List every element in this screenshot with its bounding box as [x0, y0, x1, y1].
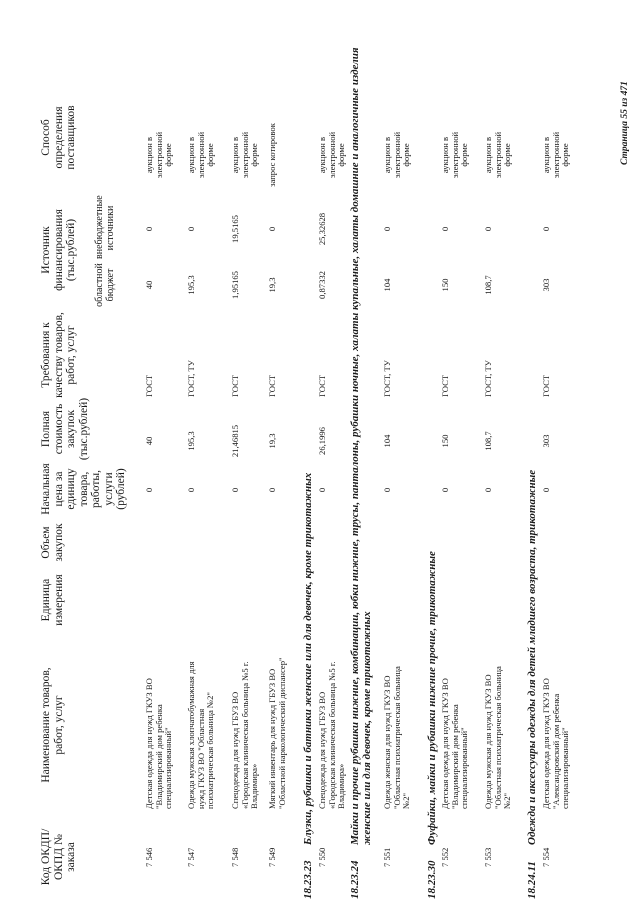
row-total: 19,3	[267, 433, 277, 449]
row-oblast: 0,87332	[317, 271, 327, 299]
section-title: Блузки, рубашки и батники женские или для девочек, кроме трикотажных	[302, 472, 314, 845]
row-total: 108,7	[483, 431, 493, 451]
row-extra: 0	[382, 226, 392, 232]
section-title: Майки и прочие рубашки нижние, комбинации, юбки нижние, трусы, панталоны, рубашки ночные, халаты купальные, халаты домашние и аналогичные изделия женские или для девочек, кроме трикотажных	[349, 47, 373, 845]
row-name: Спецодежда для нужд ГБУЗ ВО «Городская клиническая больница №5 г. Владимира»	[230, 661, 259, 809]
row-total: 150	[440, 434, 450, 448]
row-requirements: ГОСТ	[267, 374, 277, 397]
row-requirements: ГОСТ, ТУ	[382, 360, 392, 397]
header-price: Начальная цена за единицу товара, работы, услуги (рублей)	[40, 463, 127, 515]
row-extra: 0	[267, 226, 277, 232]
row-extra: 0	[186, 226, 196, 232]
row-oblast: 1,95165	[230, 271, 240, 299]
row-oblast: 303	[541, 278, 551, 292]
row-name: Детская одежда для нужд ГКУЗ ВО "Владимирский дом ребенка специализированный"	[440, 678, 469, 809]
row-price: 0	[382, 487, 392, 493]
row-total: 104	[382, 434, 392, 448]
row-method: аукцион в электронной форме	[382, 131, 411, 179]
row-requirements: ГОСТ	[541, 374, 551, 397]
row-extra: 0	[483, 226, 493, 232]
row-oblast: 40	[144, 280, 154, 290]
row-method: аукцион в электронной форме	[317, 131, 346, 179]
row-requirements: ГОСТ	[144, 374, 154, 397]
row-total: 303	[541, 434, 551, 448]
row-requirements: ГОСТ	[317, 374, 327, 397]
row-total: 40	[144, 436, 154, 446]
row-requirements: ГОСТ, ТУ	[186, 360, 196, 397]
row-method: аукцион в электронной форме	[230, 131, 259, 179]
row-oblast: 19,3	[267, 277, 277, 293]
row-total: 21,46815	[230, 424, 240, 458]
row-name: Детская одежда для нужд ГКУЗ ВО "Александровский дом ребенка специализированный"	[541, 678, 570, 809]
section-code: 18.23.30	[426, 860, 438, 899]
row-oblast: 150	[440, 278, 450, 292]
row-price: 0	[144, 487, 154, 493]
row-price: 0	[267, 487, 277, 493]
header-funding-oblast: областной бюджет	[94, 263, 116, 307]
row-extra: 25,32628	[317, 212, 327, 246]
row-code: 7 552	[440, 847, 450, 867]
row-method: аукцион в электронной форме	[440, 131, 469, 179]
row-price: 0	[440, 487, 450, 493]
row-price: 0	[317, 487, 327, 493]
row-code: 7 546	[144, 847, 154, 867]
header-name: Наименование товаров, работ, услуг	[40, 667, 65, 783]
header-method: Способ определения поставщиков	[40, 105, 77, 170]
row-name: Спецодежда для нужд ГБУЗ ВО «Городская клиническая больница №5 г. Владимира»	[317, 661, 346, 809]
row-name: Одежда женская для нужд ГКУЗ ВО "Областная психиатрическая больница №2"	[382, 666, 411, 809]
row-extra: 19,5165	[230, 215, 240, 243]
row-method: аукцион в электронной форме	[186, 131, 215, 179]
section-code: 18.24.11	[526, 861, 538, 899]
row-price: 0	[483, 487, 493, 493]
row-extra: 0	[144, 226, 154, 232]
row-requirements: ГОСТ	[230, 374, 240, 397]
header-volume: Объем закупок	[40, 523, 65, 562]
header-funding: Источник финансирования (тыс.рублей)	[40, 209, 77, 291]
header-requirements: Требования к качеству товаров, работ, услуг	[40, 312, 77, 398]
section-code: 18.23.23	[302, 860, 314, 899]
header-funding-extra: внебюджетные источники	[94, 195, 116, 259]
header-unit: Единица измерения	[40, 574, 65, 626]
section-title: Одежда и аксессуары одежды для детей младшего возраста, трикотажные	[526, 469, 538, 845]
header-total: Полная стоимость закупок (тыс.рублей)	[40, 397, 90, 461]
row-extra: 0	[541, 226, 551, 232]
row-requirements: ГОСТ	[440, 374, 450, 397]
row-name: Детская одежда для нужд ГКУЗ ВО "Владимирский дом ребенка специализированный"	[144, 678, 173, 809]
row-code: 7 551	[382, 847, 392, 867]
row-price: 0	[230, 487, 240, 493]
row-code: 7 547	[186, 847, 196, 867]
row-oblast: 104	[382, 278, 392, 292]
row-total: 195,3	[186, 431, 196, 451]
row-requirements: ГОСТ, ТУ	[483, 360, 493, 397]
row-code: 7 548	[230, 847, 240, 867]
row-price: 0	[186, 487, 196, 493]
row-code: 7 554	[541, 847, 551, 867]
row-code: 7 549	[267, 847, 277, 867]
header-code: Код ОКДП/ ОКПД № заказа	[40, 828, 77, 886]
row-oblast: 108,7	[483, 275, 493, 295]
row-method: запрос котировок	[267, 123, 277, 187]
row-oblast: 195,3	[186, 275, 196, 295]
row-name: Одежда мужская для нужд ГКУЗ ВО "Областная психиатрическая больница №2"	[483, 666, 512, 809]
row-method: аукцион в электронной форме	[483, 131, 512, 179]
row-method: аукцион в электронной форме	[541, 131, 570, 179]
row-method: аукцион в электронной форме	[144, 131, 173, 179]
section-code: 18.23.24	[349, 860, 361, 899]
section-title: Фуфайки, майки и рубашки нижние прочие, трикотажные	[426, 551, 438, 845]
row-name: Мягкий инвентарь для нужд ГБУЗ ВО "Областной наркологический диспансер"	[267, 657, 287, 809]
row-code: 7 550	[317, 847, 327, 867]
row-price: 0	[541, 487, 551, 493]
row-name: Одежда мужская хлопчатобумажная для нужд ГКУЗ ВО "Областная психиатрическая больница №2"	[186, 661, 215, 809]
page-number: Страница 55 из 471	[620, 81, 630, 165]
row-extra: 0	[440, 226, 450, 232]
row-code: 7 553	[483, 847, 493, 867]
row-total: 26,1996	[317, 427, 327, 455]
